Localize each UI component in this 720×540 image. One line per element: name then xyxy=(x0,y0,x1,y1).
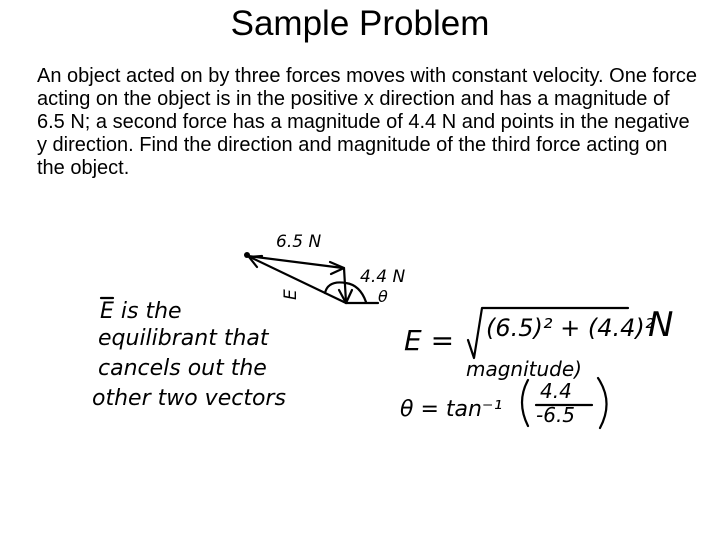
right-paren xyxy=(598,378,607,428)
angle-numerator: 4.4 xyxy=(540,379,572,403)
vector-diagram xyxy=(244,232,405,306)
slide-title: Sample Problem xyxy=(230,4,490,43)
magnitude-equation xyxy=(404,305,673,381)
note-line-1: E is the xyxy=(100,299,182,324)
magnitude-radicand: (6.5)² + (4.4)² xyxy=(486,314,655,342)
vector-4-4n xyxy=(344,268,346,302)
note-line-3: cancels out the xyxy=(98,356,267,381)
magnitude-lhs: E = xyxy=(404,324,455,357)
label-6-5n: 6.5 N xyxy=(276,232,322,252)
left-paren xyxy=(522,380,528,426)
label-e: E xyxy=(281,289,301,300)
magnitude-unit: N xyxy=(648,305,674,345)
angle-denominator: -6.5 xyxy=(536,403,576,427)
label-4-4n: 4.4 N xyxy=(360,267,406,287)
angle-equation xyxy=(400,378,607,428)
note-line-2: equilibrant that xyxy=(98,326,269,351)
angle-lhs: θ = tan⁻¹ xyxy=(400,397,503,422)
problem-statement: An object acted on by three forces moves with constant velocity. One force acting on the object is in the positive x direction and has a magnitude of 6.5 N; a second force has a magnitude of 4.4 N and points in the negative y direction. Find the direction and magnitude of the third force acting on the object. xyxy=(37,65,697,179)
magnitude-caption: magnitude) xyxy=(466,357,582,381)
label-theta: θ xyxy=(378,287,388,306)
note-line-4: other two vectors xyxy=(92,386,286,411)
equilibrant-note xyxy=(92,298,286,411)
origin-dot xyxy=(244,252,250,258)
